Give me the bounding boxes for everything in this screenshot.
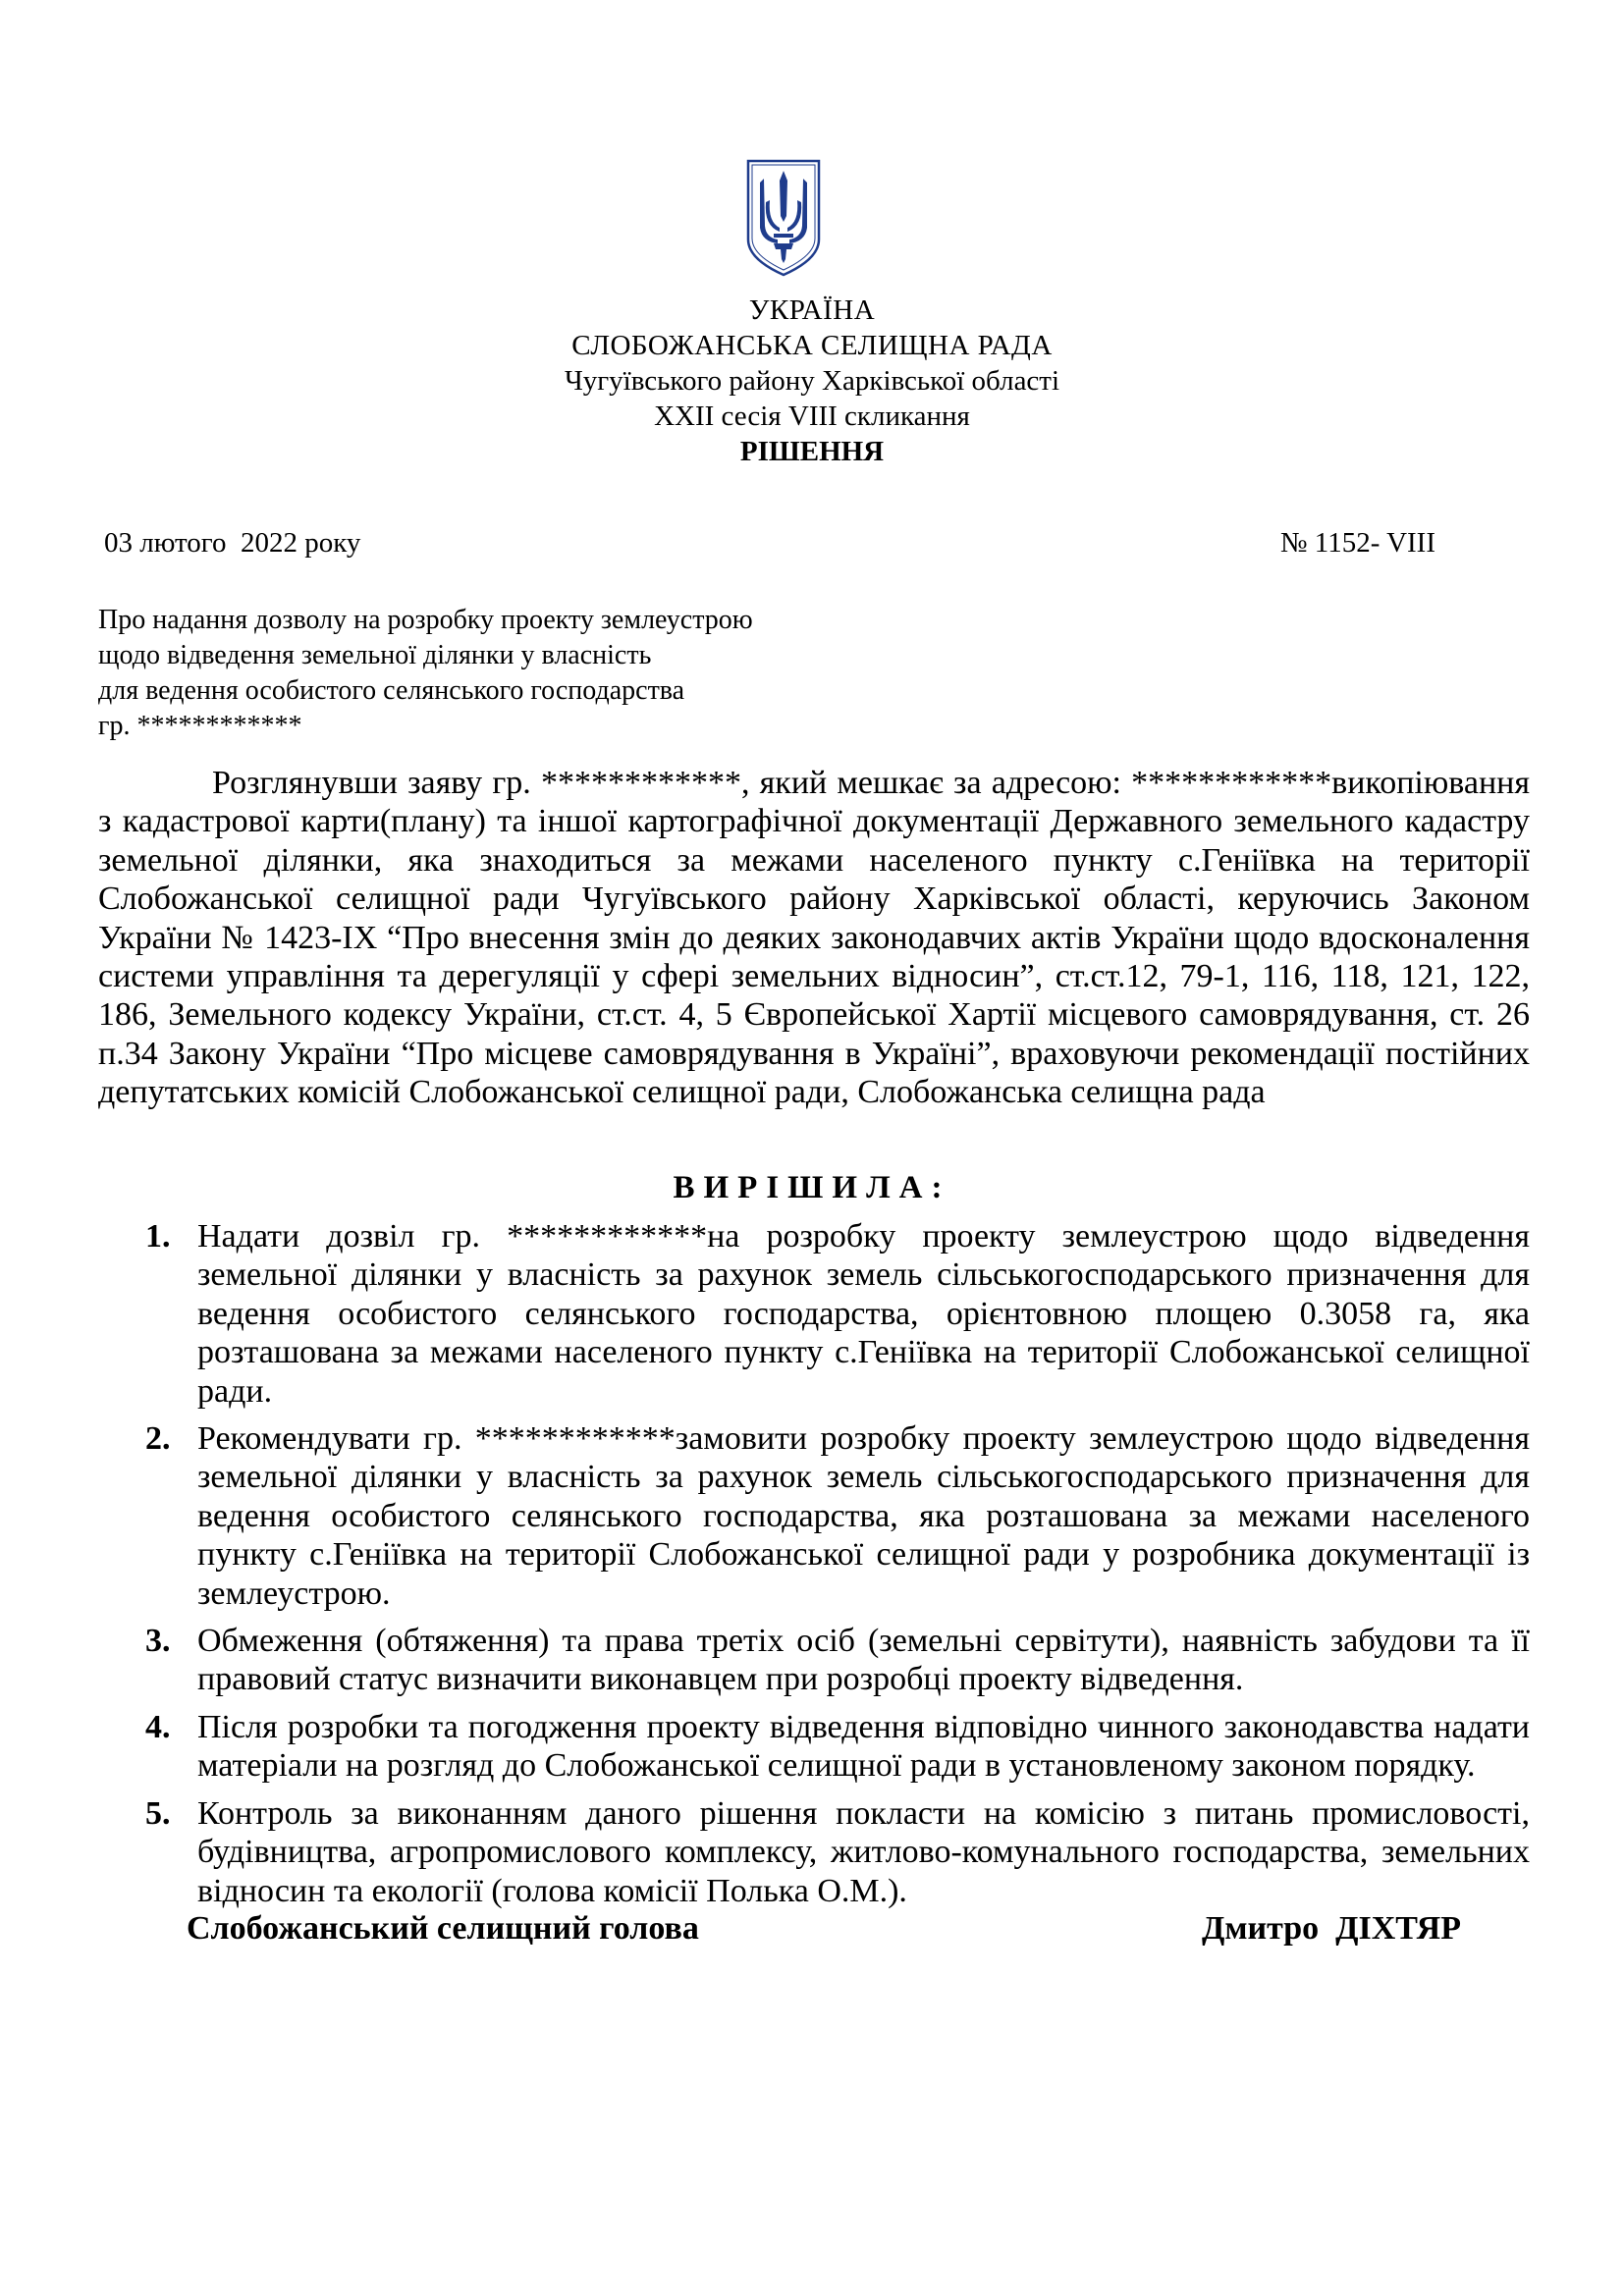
decision-date: 03 лютого 2022 року [104,527,361,559]
header-country: УКРАЇНА [748,294,876,326]
resolution-item [145,1794,1530,1910]
subject-line: гр. ************ [98,711,302,741]
decision-number: № 1152- VIII [1279,527,1435,559]
item-text: Надати дозвіл гр. ************на розробку проекту землеустрою щодо відведення земельної ділянки у власність за рахунок земель сільськогосподарського призначення для ведення особистого селянського господарства, орієнтовною площею 0.3058 га, яка розташована за межами населеного пункту с.Геніївка на території Слобожанської селищної ради. [197,1218,1530,1410]
item-number: 4. [145,1708,171,1745]
item-text: Контроль за виконанням даного рішення покласти на комісію з питань промисловості, будівництва, агропромислового комплексу, житлово-комунального господарства, земельних відносин та екології (голова комісії Полька О.М.). [197,1794,1530,1909]
document-header [0,293,1624,469]
resolution-item [145,1708,1530,1786]
header-council: СЛОБОЖАНСЬКА СЕЛИЩНА РАДА [571,330,1053,361]
resolution-item [145,1217,1530,1411]
item-text: Після розробки та погодження проекту відведення відповідно чинного законодавства надати матеріали на розгляд до Слобожанської селищної ради в установленому законом порядку. [197,1708,1530,1785]
signatory-name: Дмитро ДІХТЯР [1201,1910,1461,1947]
resolution-items [145,1217,1530,1919]
item-number: 1. [145,1218,171,1255]
subject-line: для ведення особистого селянського господарства [98,675,685,706]
header-doc-type: РІШЕННЯ [739,436,885,467]
resolution-item [145,1622,1530,1699]
header-district: Чугуївського району Харківської області [564,365,1060,397]
decision-subject [98,603,753,744]
item-number: 3. [145,1623,171,1660]
item-number: 2. [145,1420,171,1458]
item-number: 5. [145,1794,171,1832]
subject-line: Про надання дозволу на розробку проекту землеустрою [98,605,753,635]
resolved-heading: ВИРІШИЛА: [673,1170,951,1205]
preamble-paragraph: Розглянувши заяву гр. ************, який мешкає за адресою: ************викопіювання з кадастрової карти(плану) та іншої картографічної документації Державного земельного кадастру земельної ділянки, яка знаходиться за межами населеного пункту с.Геніївка на території Слобожанської селищної ради Чугуївського району Харківської області, керуючись Законом України № 1423-IX “Про внесення змін до деяких законодавчих актів України щодо вдосконалення системи управління та дерегуляції у сфері земельних відносин”, ст.ст.12, 79-1, 116, 118, 121, 122, 186, Земельного кодексу України, ст.ст. 4, 5 Європейської Хартії місцевого самоврядування, ст. 26 п.34 Закону України “Про місцеве самоврядування в Україні”, враховуючи рекомендації постійних депутатських комісій Слобожанської селищної ради, Слобожанська селищна рада [98,765,1530,1111]
subject-line: щодо відведення земельної ділянки у власність [98,640,652,670]
item-text: Обмеження (обтяження) та права третіх осіб (земельні сервітути), наявність забудови та її правовий статус визначити виконавцем при розробці проекту відведення. [197,1623,1530,1698]
header-session: XXII сесія VIII скликання [654,400,970,432]
trident-coat-of-arms-icon [744,157,823,279]
item-text: Рекомендувати гр. ************замовити розробку проекту землеустрою щодо відведення земельної ділянки у власність за рахунок земель сільськогосподарського призначення для ведення особистого селянського господарства, яка розташована за межами населеного пункту с.Геніївка на території Слобожанської селищної ради у розробника документації із землеустрою. [197,1420,1530,1612]
signatory-title: Слобожанський селищний голова [187,1910,699,1947]
resolution-item [145,1419,1530,1613]
